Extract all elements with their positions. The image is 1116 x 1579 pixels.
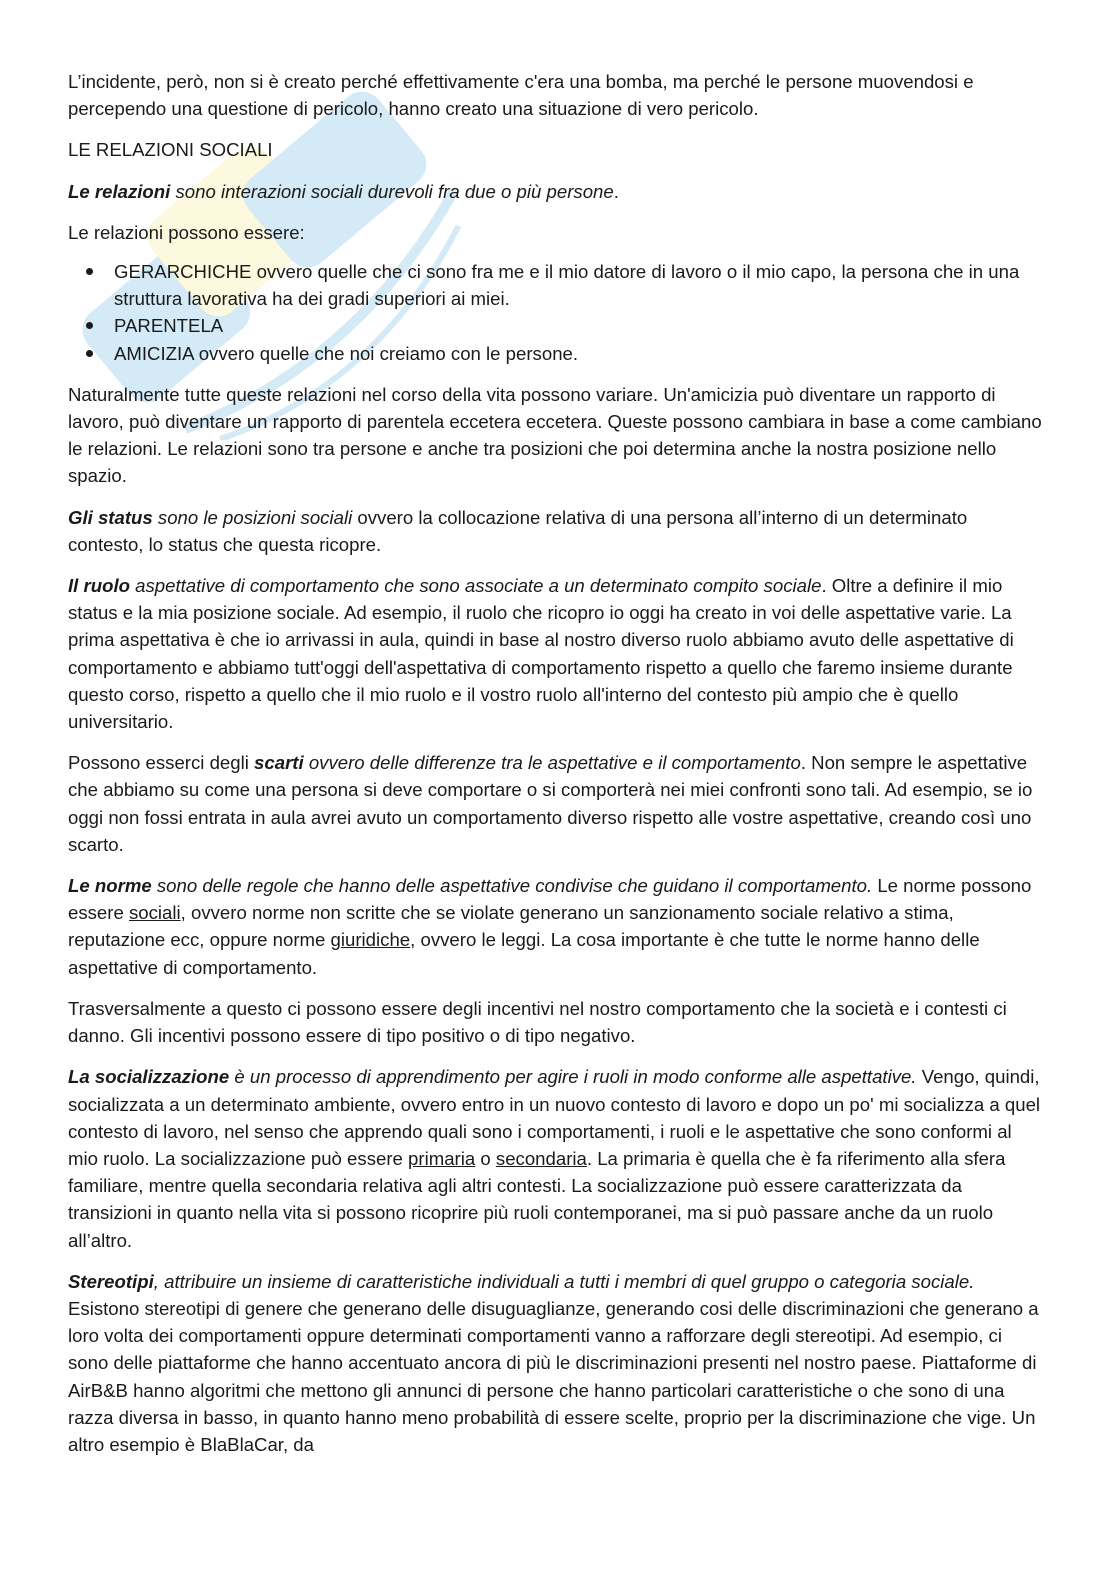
definition-relazioni: sono interazioni sociali durevoli fra due o più persone (170, 180, 614, 202)
bullet-icon (86, 268, 93, 275)
list-item (114, 258, 1043, 312)
list-item-text: PARENTELA (114, 315, 224, 337)
list-item (114, 340, 1043, 367)
definition-scarti: ovvero delle differenze tra le aspettative e il comportamento (303, 752, 801, 774)
definition-ruolo: aspettative di comportamento che sono associate a un determinato compito sociale (129, 575, 822, 597)
document-body (68, 68, 1043, 1472)
term-socializzazione: La socializzazione (68, 1066, 230, 1088)
norme-text-c: , ovvero le leggi. La cosa importante è che tutte le norme hanno delle aspettative di comportamento. (68, 929, 980, 978)
definition-norme: sono delle regole che hanno delle aspettative condivise che guidano il comportamento. (151, 875, 873, 897)
relazioni-intro: Le relazioni possono essere: (68, 221, 305, 243)
intro-paragraph: L’incidente, però, non si è creato perché effettivamente c'era una bomba, ma perché le persone muovendosi e percependo una questione di pericolo, hanno creato una situazione di vero pericolo. (68, 71, 974, 120)
underlined-secondaria: secondaria (495, 1147, 587, 1169)
term-norme: Le norme (68, 875, 152, 897)
list-item-text: GERARCHICHE ovvero quelle che ci sono fra me e il mio datore di lavoro o il mio capo, la persona che in una struttura lavorativa ha dei gradi superiori ai miei. (114, 261, 1020, 310)
incentivi-paragraph: Trasversalmente a questo ci possono essere degli incentivi nel nostro comportamento che la società e i contesti ci danno. Gli incentivi possono essere di tipo positivo o di tipo negativo. (68, 997, 1007, 1047)
term-scarti: scarti (254, 752, 304, 774)
socializzazione-text-b: o (475, 1147, 496, 1169)
relazioni-variation-paragraph: Naturalmente tutte queste relazioni nel corso della vita possono variare. Un'amicizia può diventare un rapporto di lavoro, può diventare un rapporto di parentela eccetera eccetera. Queste possono cambiara in base a come cambiano le relazioni. Le relazioni sono tra persone e anche tra posizioni che poi determina anche la nostra posizione nello spazio. (68, 383, 1042, 487)
status-paragraph (68, 504, 1043, 558)
underlined-giuridiche: giuridiche (330, 929, 411, 951)
term-ruolo: Il ruolo (68, 575, 130, 597)
bullet-icon (86, 322, 93, 329)
norme-paragraph (68, 872, 1043, 981)
relazioni-definition (68, 178, 1043, 205)
underlined-sociali: sociali (128, 902, 181, 924)
ruolo-text: . Oltre a definire il mio status e la mia posizione sociale. Ad esempio, il ruolo che ricopro io oggi ha creato in voi delle aspettative varie. La prima aspettativa è che io arrivassi in aula, quindi in base al nostro diverso ruolo abbiamo avuto delle aspettative di comportamento e abbiamo tutt'oggi dell'aspettativa di comportamento rispetto a quello che faremo insieme durante questo corso, rispetto a quello che il mio ruolo e il vostro ruolo all'interno del contesto più ampio che è quello universitario. (68, 575, 1014, 733)
definition-stereotipi: , attribuire un insieme di caratteristiche individuali a tutti i membri di quel gruppo o categoria sociale. (153, 1270, 975, 1292)
list-item-text: AMICIZIA ovvero quelle che noi creiamo con le persone. (114, 342, 579, 364)
term-relazioni: Le relazioni (68, 180, 171, 202)
stereotipi-paragraph (68, 1268, 1043, 1458)
period: . (613, 180, 619, 202)
scarti-text: . Non sempre le aspettative che abbiamo su come una persona si deve comportare o si comporterà nei miei confronti sono tali. Ad esempio, se io oggi non fossi entrata in aula avrei avuto un comportamento diverso rispetto alle vostre aspettative, creando così uno scarto. (68, 752, 1033, 855)
underlined-primaria: primaria (408, 1147, 476, 1169)
socializzazione-paragraph (68, 1063, 1043, 1253)
section-heading: LE RELAZIONI SOCIALI (68, 139, 273, 161)
term-status: Gli status (68, 506, 153, 528)
term-stereotipi: Stereotipi (68, 1270, 154, 1292)
relazioni-list (68, 258, 1043, 367)
norme-text-b: , ovvero norme non scritte che se violate generano un sanzionamento sociale relativo a stima, reputazione ecc, oppure norme (68, 902, 954, 951)
scarti-lead: Possono esserci degli (68, 752, 255, 774)
list-item (114, 312, 1043, 339)
socializzazione-text-a: Vengo, quindi, socializzata a un determinato ambiente, ovvero entro in un nuovo contesto di lavoro e dopo un po' mi socializza a quel contesto di lavoro, nel senso che apprendo quali sono i comportamenti, i ruoli e le aspettative che sono conformi al mio ruolo. La socializzazione può essere (68, 1066, 1041, 1169)
definition-status: sono le posizioni sociali (152, 506, 353, 528)
scarti-paragraph (68, 749, 1043, 858)
norme-text-a: Le norme possono essere (68, 875, 1032, 924)
stereotipi-text: Esistono stereotipi di genere che generano delle disuguaglianze, generando cosi delle discriminazioni che generano a loro volta dei comportamenti oppure determinati comportamenti vanno a rafforzare degli stereotipi. Ad esempio, ci sono delle piattaforme che hanno accentuato ancora di più le discriminazioni presenti nel nostro paese. Piattaforme di AirB&B hanno algoritmi che mettono gli annunci di persone che hanno particolari caratteristiche o che sono di una razza diversa in basso, in quanto hanno meno probabilità di essere scelte, proprio per la discriminazione che vige. Un altro esempio è BlaBlaCar, da (68, 1297, 1039, 1455)
socializzazione-text-c: . La primaria è quella che è fa riferimento alla sfera familiare, mentre quella secondaria relativa agli altri contesti. La socializzazione può essere caratterizzata da transizioni in quanto nella vita si possono ricoprire più ruoli contemporanei, ma si può passare anche da un ruolo all’altro. (68, 1147, 1006, 1251)
ruolo-paragraph (68, 572, 1043, 735)
definition-socializzazione: è un processo di apprendimento per agire i ruoli in modo conforme alle aspettative. (229, 1066, 917, 1088)
status-text: ovvero la collocazione relativa di una persona all’interno di un determinato contesto, lo status che questa ricopre. (68, 506, 968, 555)
bullet-icon (86, 350, 93, 357)
